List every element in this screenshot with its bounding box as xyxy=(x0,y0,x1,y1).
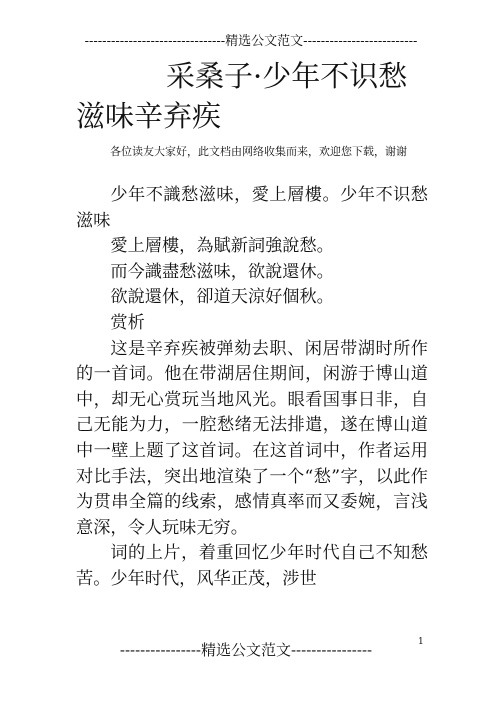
page-header: --------------------------------精选公文范文-------------------------- xyxy=(84,34,418,49)
page-number: 1 xyxy=(418,637,424,647)
document-title: 采桑子·少年不识愁滋味辛弃疾 xyxy=(76,59,408,133)
paragraph-4: 欲說還休，卻道天涼好個秋。 xyxy=(110,287,334,308)
paragraph-1: 少年不識愁滋味，愛上層樓。少年不识愁滋味 xyxy=(76,185,428,231)
paragraph-analysis-1: 这是辛弃疾被弹劾去职、闲居带湖时所作的一首词。他在带湖居住期间，闲游于博山道中，却无心赏玩当地风光。眼看国事日非，自己无能为力，一腔愁绪无法排遣，遂在博山道中一壁上题了这首词。在这首词中，作者运用对比手法，突出地渲染了一个“愁”字，以此作为贯串全篇的线索，感情真率而又委婉，言浅意深，令人玩味无穷。 xyxy=(76,338,428,538)
document-body xyxy=(76,183,428,593)
document-subtitle: 各位读友大家好，此文档由网络收集而来，欢迎您下载，谢谢 xyxy=(110,145,407,158)
paragraph-2: 愛上層樓，為賦新詞強說愁。 xyxy=(110,236,334,257)
page-footer: ----------------精选公文范文---------------- xyxy=(119,641,373,659)
paragraph-3: 而今識盡愁滋味，欲說還休。 xyxy=(110,261,334,282)
section-heading-analysis: 赏析 xyxy=(110,312,145,333)
paragraph-analysis-2: 词的上片，着重回忆少年时代自己不知愁苦。少年时代，风华正茂，涉世 xyxy=(76,543,428,589)
